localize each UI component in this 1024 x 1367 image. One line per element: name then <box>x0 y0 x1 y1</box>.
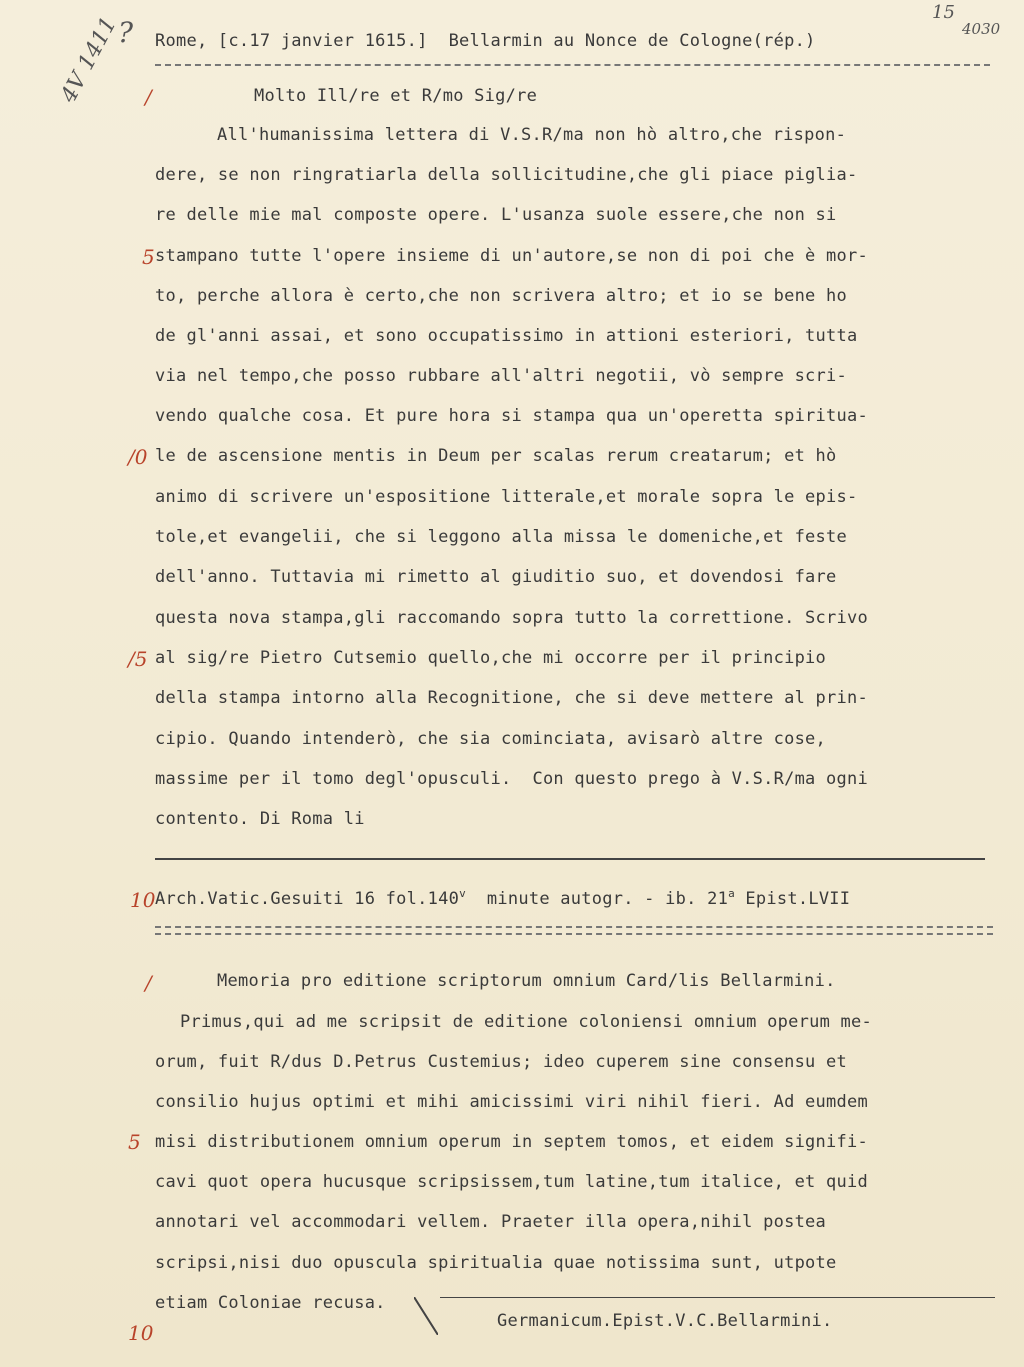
margin-line-5: 5 <box>142 245 155 269</box>
letter-line-14: al sig/re Pietro Cutsemio quello,che mi occorre per il principio <box>155 648 827 668</box>
memoria-title: Memoria pro editione scriptorum omnium Card/lis Bellarmini. <box>217 971 836 991</box>
letter-line-3: re delle mie mal composte opere. L'usanza suole essere,che non si <box>155 205 837 225</box>
letter-line-15: della stampa intorno alla Recognitione, che si deve mettere al prin- <box>155 688 868 708</box>
header-dashed-rule <box>155 64 990 66</box>
section-double-rule <box>155 926 993 935</box>
query-mark: ? <box>118 16 134 49</box>
memo-margin-line-5: 5 <box>128 1130 141 1154</box>
footnote-slash <box>414 1297 438 1335</box>
margin-source-10: 10 <box>130 888 156 912</box>
source-ref-sup: v <box>459 887 466 900</box>
letter-line-1: All'humanissima lettera di V.S.R/ma non hò altro,che rispon- <box>217 125 847 145</box>
letter-end-rule <box>155 858 985 860</box>
page-number: 15 <box>932 2 955 23</box>
letter-line-11: tole,et evangelii, che si leggono alla missa le domeniche,et feste <box>155 527 848 547</box>
letter-line-13: questa nova stampa,gli raccomando sopra tutto la correttione. Scrivo <box>155 608 868 628</box>
margin-line-10: /0 <box>128 445 148 469</box>
document-number: 4030 <box>962 20 1001 38</box>
memo-line-4: misi distributionem omnium operum in septem tomos, et eidem signifi- <box>155 1132 868 1152</box>
memo-line-1: Primus,qui ad me scripsit de editione coloniensi omnium operum me- <box>180 1012 873 1032</box>
letter-line-18: contento. Di Roma li <box>155 809 365 829</box>
footnote: Germanicum.Epist.V.C.Bellarmini. <box>497 1311 833 1331</box>
letter-line-10: animo di scrivere un'espositione litterale,et morale sopra le epis- <box>155 487 858 507</box>
memo-line-8: etiam Coloniae recusa. <box>155 1293 386 1313</box>
header-line: Rome, [c.17 janvier 1615.] Bellarmin au Nonce de Cologne(rép.) <box>155 31 816 51</box>
memo-line-5: cavi quot opera hucusque scripsissem,tum latine,tum italice, et quid <box>155 1172 868 1192</box>
memo-line-6: annotari vel accommodari vellem. Praeter illa opera,nihil postea <box>155 1212 827 1232</box>
letter-line-17: massime per il tomo degl'opusculi. Con questo prego à V.S.R/ma ogni <box>155 769 868 789</box>
letter-line-8: vendo qualche cosa. Et pure hora si stampa qua un'operetta spiritua- <box>155 406 868 426</box>
letter-line-7: via nel tempo,che posso rubbare all'altri negotii, vò sempre scri- <box>155 366 848 386</box>
source-ref-mid: minute autogr. - ib. 21 <box>465 889 729 909</box>
letter-line-9: le de ascensione mentis in Deum per scalas rerum creatarum; et hò <box>155 446 837 466</box>
letter-line-16: cipio. Quando intenderò, che sia cominciata, avisarò altre cose, <box>155 729 827 749</box>
salutation: Molto Ill/re et R/mo Sig/re <box>254 86 538 106</box>
margin-line-15: /5 <box>128 647 148 671</box>
memo-line-7: scripsi,nisi duo opuscula spiritualia quae notissima sunt, utpote <box>155 1253 837 1273</box>
letter-line-6: de gl'anni assai, et sono occupatissimo in attioni esteriori, tutta <box>155 326 858 346</box>
memo-line-3: consilio hujus optimi et mihi amicissimi viri nihil fieri. Ad eumdem <box>155 1092 868 1112</box>
source-reference <box>155 888 1000 910</box>
margin-line-1: / <box>145 85 152 109</box>
source-ref-end: Epist.LVII <box>734 889 851 909</box>
letter-line-2: dere, se non ringratiarla della sollicitudine,che gli piace piglia- <box>155 165 858 185</box>
footnote-rule <box>440 1297 995 1298</box>
memo-line-2: orum, fuit R/dus D.Petrus Custemius; ideo cuperem sine consensu et <box>155 1052 848 1072</box>
memo-margin-line-1: / <box>145 971 152 995</box>
letter-line-12: dell'anno. Tuttavia mi rimetto al giuditio suo, et dovendosi fare <box>155 567 837 587</box>
source-ref-start: Arch.Vatic.Gesuiti 16 fol.140 <box>155 889 460 909</box>
letter-line-4: stampano tutte l'opere insieme di un'autore,se non di poi che è mor- <box>155 246 868 266</box>
letter-line-5: to, perche allora è certo,che non scrivera altro; et io se bene ho <box>155 286 848 306</box>
source-ref-sup2: a <box>728 887 735 900</box>
top-left-annotation: 4V 1411 <box>56 13 122 107</box>
memo-margin-line-10: 10 <box>128 1321 154 1345</box>
